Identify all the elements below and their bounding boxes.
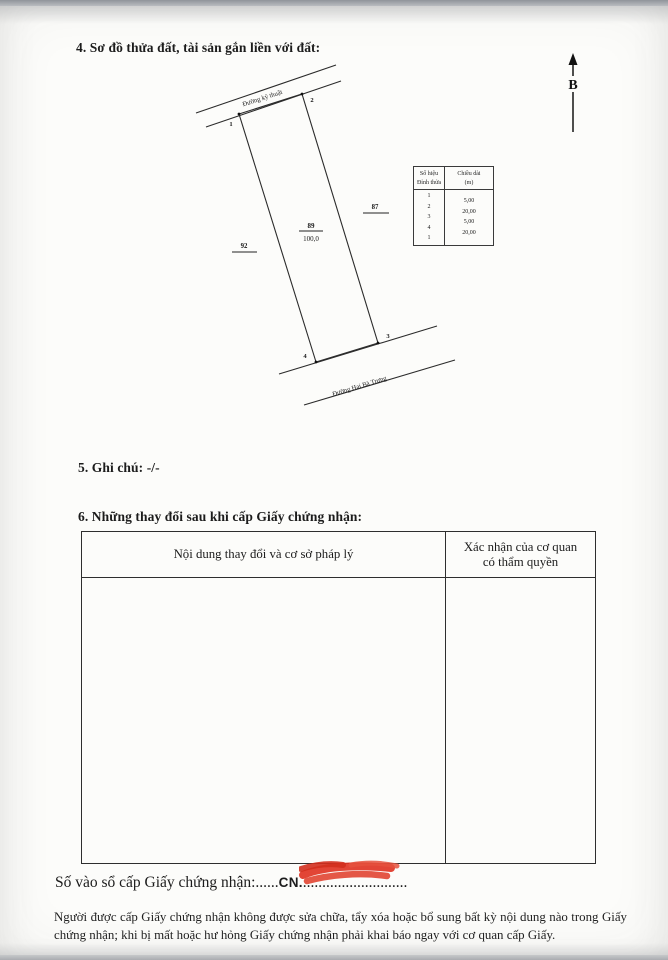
section5-title: 5. Ghi chú: -/- (78, 460, 160, 475)
edge-table-length-cells (445, 190, 493, 245)
scan-shadow-bottom (0, 943, 668, 955)
vertex-label-1: 1 (229, 121, 233, 128)
registry-label: Số vào sổ cấp Giấy chứng nhận: (55, 874, 256, 891)
changes-col2-header-line1: Xác nhận của cơ quan (463, 539, 578, 554)
length-cell: 5,00 (463, 219, 475, 226)
registry-code: CN. (278, 875, 303, 890)
length-cell: 20,00 (462, 229, 476, 236)
vertex-label-2: 2 (310, 97, 314, 104)
scan-shadow-top (0, 6, 668, 24)
vertex-cell: 1 (427, 235, 431, 242)
edge-table-vertex-header (414, 167, 444, 190)
parcel-area: 100,0 (303, 235, 319, 243)
changes-col1-header: Nội dung thay đổi và cơ sở pháp lý (173, 547, 354, 561)
vertex-header-line2: Đỉnh thửa (416, 179, 442, 186)
registry-dots-after: ........................... (302, 874, 408, 891)
length-header-line1: Chiều dài (457, 170, 481, 177)
road-top-label: Đường kỹ thuật (241, 88, 284, 109)
changes-body-confirmation-cell (446, 578, 595, 863)
north-label: B (568, 78, 578, 93)
north-arrow-icon (553, 52, 593, 140)
scan-edge-bottom (0, 955, 668, 960)
changes-header-confirmation (446, 532, 595, 577)
registry-dots-before: ...... (255, 874, 279, 891)
vertex-cell: 4 (427, 224, 431, 231)
edge-table-vertex-column (414, 167, 445, 245)
vertex-header-line1: Số hiệu (419, 170, 439, 177)
footer-warning-note: Người được cấp Giấy chứng nhận không được sửa chữa, tẩy xóa hoặc bổ sung bất kỳ nội dung nào trong Giấy chứng nhận; khi bị mất hoặc hư hỏng Giấy chứng nhận phải khai báo ngay với cơ quan cấp Giấy. (54, 910, 627, 943)
vertex-cell: 1 (427, 193, 431, 199)
vertex-label-3: 3 (386, 333, 390, 340)
changes-body-content-cell (82, 578, 446, 863)
length-cell: 5,00 (463, 198, 475, 204)
edge-length-table (413, 166, 494, 246)
road-bottom-label: Đường Hai Bà Trưng (331, 374, 388, 399)
changes-table-body (82, 578, 595, 863)
length-header-line2: (m) (464, 179, 474, 186)
changes-table (81, 531, 596, 864)
length-cell: 20,00 (462, 208, 476, 215)
registry-redacted-zone (303, 874, 408, 892)
changes-header-content (82, 532, 446, 577)
road-top-line-inner (206, 81, 341, 127)
edge-table-length-header (445, 167, 493, 190)
registry-number-line (55, 874, 407, 892)
changes-col2-header-line2: có thẩm quyền (482, 554, 559, 569)
edge-table-vertex-cells (414, 190, 444, 245)
road-bottom-line-inner (279, 326, 437, 374)
edge-table-length-column (445, 167, 493, 245)
changes-table-header (82, 532, 595, 578)
vertex-cell: 3 (427, 214, 431, 221)
vertex-cell: 2 (427, 203, 431, 210)
neighbor-parcel-left: 92 (240, 243, 248, 250)
parcel-number: 89 (307, 222, 315, 230)
neighbor-parcel-right: 87 (371, 204, 379, 211)
vertex-label-4: 4 (303, 353, 307, 360)
section4-title: 4. Sơ đồ thửa đất, tài sản gắn liền với đất: (76, 40, 321, 55)
section6-title: 6. Những thay đổi sau khi cấp Giấy chứng nhận: (78, 509, 363, 524)
